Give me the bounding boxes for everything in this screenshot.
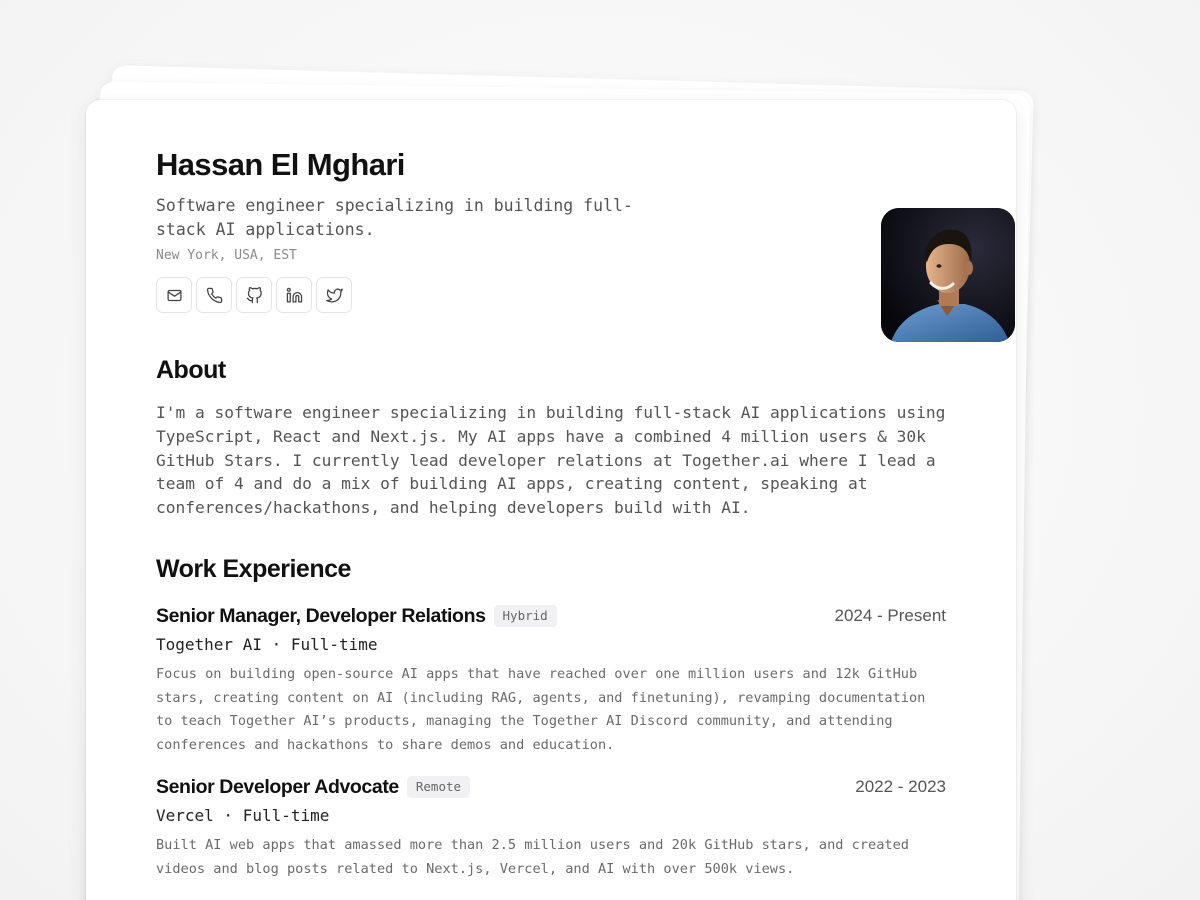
job-title-group xyxy=(156,774,470,800)
twitter-button[interactable] xyxy=(316,277,352,313)
about-title: About xyxy=(156,356,226,384)
avatar-portrait xyxy=(881,208,1015,342)
email-icon xyxy=(166,287,183,304)
job-company: Together AI · Full-time xyxy=(156,634,378,654)
resume-card xyxy=(86,100,1016,900)
job-item xyxy=(156,774,946,881)
github-icon xyxy=(246,287,263,304)
resume-header xyxy=(156,146,946,313)
phone-button[interactable] xyxy=(196,277,232,313)
job-description: Focus on building open-source AI apps that have reached over one million users and 12k GitHub stars, creating content on AI (including RAG, agents, and finetuning), revamping documentation to teach Together AI’s products, managing the Together AI Discord community, and attending conferences and hackathons to share demos and education. xyxy=(156,665,926,754)
email-button[interactable] xyxy=(156,277,192,313)
work-mode-badge: Remote xyxy=(407,776,470,798)
about-section xyxy=(156,355,946,520)
github-button[interactable] xyxy=(236,277,272,313)
job-header xyxy=(156,603,946,629)
linkedin-icon xyxy=(286,287,303,304)
twitter-icon xyxy=(326,287,343,304)
phone-icon xyxy=(206,287,223,304)
job-title: Senior Developer Advocate xyxy=(156,775,399,798)
work-section xyxy=(156,554,946,881)
linkedin-button[interactable] xyxy=(276,277,312,313)
avatar xyxy=(881,208,1015,342)
social-links xyxy=(156,277,946,313)
work-title: Work Experience xyxy=(156,554,351,583)
job-list xyxy=(156,603,946,881)
job-item xyxy=(156,603,946,758)
job-description: Built AI web apps that amassed more than 2.5 million users and 20k GitHub stars, and created videos and blog posts related to Next.js, Vercel, and AI with over 500k views. xyxy=(156,836,909,877)
about-text: I'm a software engineer specializing in building full-stack AI applications using TypeScript, React and Next.js. My AI apps have a combined 4 million users & 30k GitHub Stars. I currently lead developer relations at Together.ai where I lead a team of 4 and do a mix of building AI apps, creating content, speaking at conferences/hackathons, and helping developers build with AI. xyxy=(156,403,946,518)
job-company: Vercel · Full-time xyxy=(156,805,330,825)
job-dates: 2022 - 2023 xyxy=(855,776,946,796)
job-title: Senior Manager, Developer Relations xyxy=(156,604,486,627)
job-dates: 2024 - Present xyxy=(834,605,946,625)
profile-location: New York, USA, EST xyxy=(156,248,297,263)
work-mode-badge: Hybrid xyxy=(494,605,557,627)
profile-tagline: Software engineer specializing in building full-stack AI applications. xyxy=(156,196,633,239)
profile-name: Hassan El Mghari xyxy=(156,147,405,182)
job-title-group xyxy=(156,603,557,629)
resume-content xyxy=(156,146,946,881)
job-header xyxy=(156,774,946,800)
